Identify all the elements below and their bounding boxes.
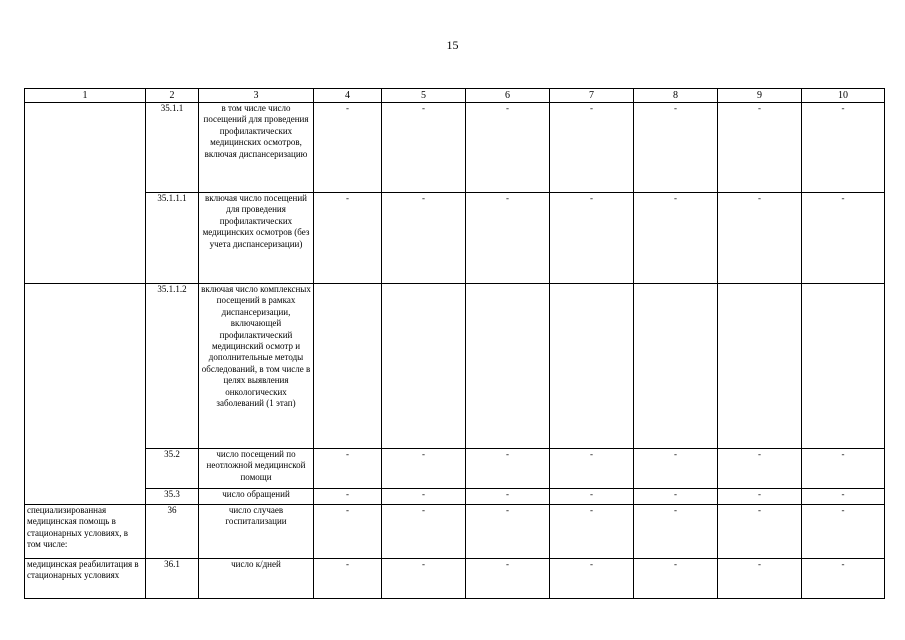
row-value: - [382,505,466,559]
row-value: - [382,449,466,489]
page-number: 15 [446,38,459,52]
row-value: - [802,193,885,284]
row-code: 36.1 [146,559,199,599]
row-value [718,284,802,449]
row-value: - [634,103,718,193]
row-value: - [314,449,382,489]
row-category: специализированная медицинская помощь в стационарных условиях, в том числе: [25,505,146,559]
row-value: - [314,103,382,193]
row-indicator: в том числе число посещений для проведения профилактических медицинских осмотров, включая диспансеризацию [199,103,314,193]
row-value: - [382,193,466,284]
header-cell: 2 [146,89,199,103]
table-row [25,449,885,489]
row-value: - [802,489,885,505]
row-value: - [550,193,634,284]
row-value: - [634,505,718,559]
row-indicator: число обращений [199,489,314,505]
row-code: 36 [146,505,199,559]
row-value [802,284,885,449]
row-value: - [634,193,718,284]
row-value: - [718,489,802,505]
row-indicator: число посещений по неотложной медицинской помощи [199,449,314,489]
table-row [25,193,885,284]
row-value: - [314,489,382,505]
data-table [24,88,885,599]
row-code: 35.3 [146,489,199,505]
header-cell: 5 [382,89,466,103]
row-value [466,284,550,449]
row-code: 35.1.1.2 [146,284,199,449]
header-cell: 6 [466,89,550,103]
row-indicator: число случаев госпитализации [199,505,314,559]
row-value: - [718,103,802,193]
row-value: - [382,103,466,193]
header-cell: 4 [314,89,382,103]
row-value: - [802,449,885,489]
row-value: - [550,449,634,489]
row-value: - [802,103,885,193]
row-value: - [718,505,802,559]
table-row [25,284,885,449]
row-value: - [382,559,466,599]
row-code: 35.1.1 [146,103,199,193]
row-value: - [466,103,550,193]
row-indicator: включая число посещений для проведения профилактических медицинских осмотров (без учета диспансеризации) [199,193,314,284]
header-cell: 7 [550,89,634,103]
row-category: медицинская реабилитация в стационарных условиях [25,559,146,599]
row-value: - [718,559,802,599]
row-value: - [634,559,718,599]
row-value: - [382,489,466,505]
row-value: - [550,559,634,599]
row-value: - [802,559,885,599]
row-value [382,284,466,449]
row-code: 35.1.1.1 [146,193,199,284]
row-value [634,284,718,449]
table-row [25,489,885,505]
row-indicator: включая число комплексных посещений в рамках диспансеризации, включающей профилактический медицинский осмотр и дополнительные методы обследований, в том числе в целях выявления онкологических заболеваний (1 этап) [199,284,314,449]
row-code: 35.2 [146,449,199,489]
header-cell: 10 [802,89,885,103]
row-value: - [466,449,550,489]
row-value: - [550,489,634,505]
row-indicator: число к/дней [199,559,314,599]
row-value [314,284,382,449]
row-value: - [550,505,634,559]
row-value: - [718,449,802,489]
row-value: - [634,489,718,505]
row-value: - [466,559,550,599]
table-row [25,505,885,559]
row-value: - [466,489,550,505]
header-row [25,89,885,103]
header-cell: 3 [199,89,314,103]
row-value [550,284,634,449]
header-cell: 9 [718,89,802,103]
row-value: - [550,103,634,193]
header-cell: 1 [25,89,146,103]
table-row [25,559,885,599]
row-category [25,284,146,505]
row-value: - [314,193,382,284]
header-cell: 8 [634,89,718,103]
row-value: - [314,505,382,559]
row-category [25,103,146,284]
row-value: - [802,505,885,559]
row-value: - [314,559,382,599]
table-row [25,103,885,193]
row-value: - [718,193,802,284]
row-value: - [466,505,550,559]
row-value: - [634,449,718,489]
row-value: - [466,193,550,284]
